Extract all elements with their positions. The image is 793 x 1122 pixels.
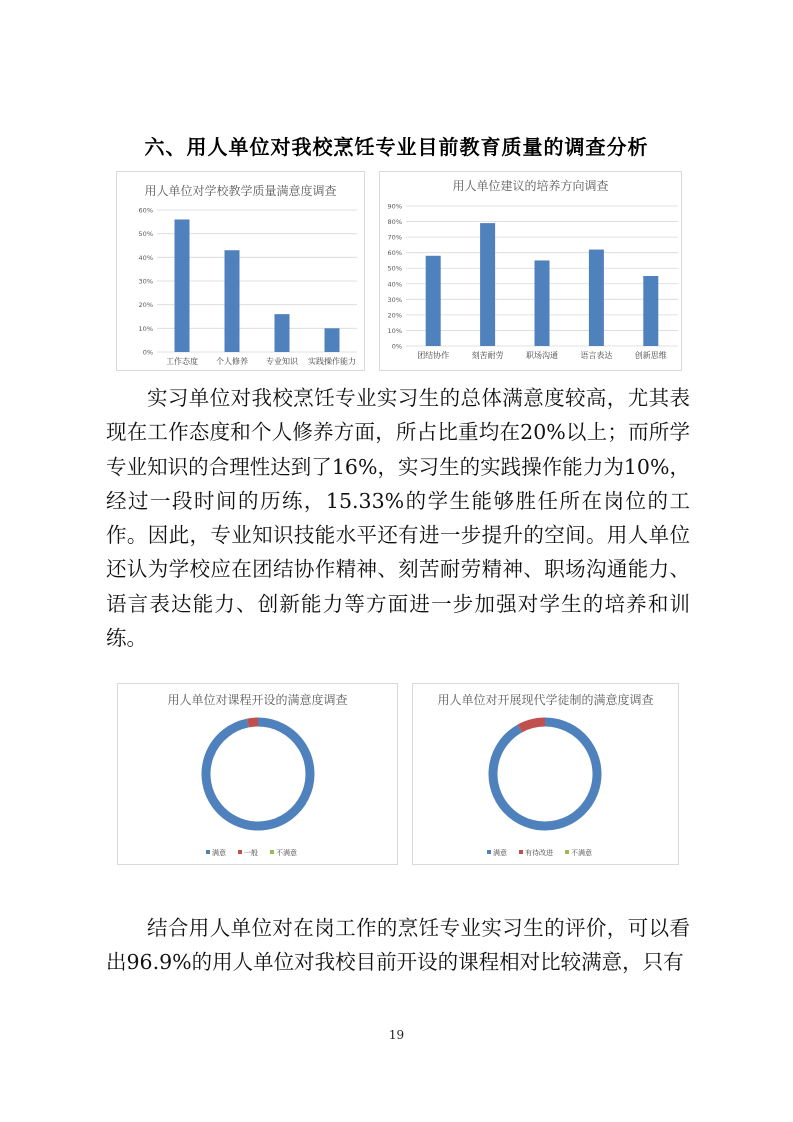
legend-label: 满意 [493, 849, 507, 857]
section-heading: 六、用人单位对我校烹饪专业目前教育质量的调查分析 [144, 135, 649, 159]
y-tick-label: 40% [138, 253, 153, 262]
y-tick-label: 60% [138, 206, 153, 215]
body-paragraph-2: 结合用人单位对在岗工作的烹饪专业实习生的评价，可以看出96.9%的用人单位对我校目前开设的课程相对比较满意，只有 [106, 916, 690, 975]
y-tick-label: 40% [387, 280, 402, 289]
y-tick-label: 50% [138, 230, 153, 239]
y-tick-label: 20% [138, 301, 153, 310]
legend-label: 不满意 [571, 849, 592, 857]
donut-slice-2 [248, 722, 258, 723]
donut-slice-2 [520, 722, 545, 728]
legend-label: 满意 [212, 849, 226, 857]
chart-title: 用人单位建议的培养方向调查 [452, 179, 609, 193]
y-tick-label: 10% [387, 326, 402, 335]
bar-2 [480, 223, 495, 346]
bar-1 [426, 256, 441, 346]
donut-chart-svg-1 [118, 684, 397, 864]
apprenticeship-satisfaction-donut-chart [412, 683, 679, 865]
x-category-label: 语言表达 [580, 351, 613, 360]
x-category-label: 专业知识 [266, 357, 298, 366]
y-tick-label: 70% [387, 233, 402, 242]
x-category-label: 实践操作能力 [308, 357, 356, 366]
bar-1 [175, 219, 190, 352]
body-paragraph-1: 实习单位对我校烹饪专业实习生的总体满意度较高，尤其表现在工作态度和个人修养方面，所占比重均在20%以上；而所学专业知识的合理性达到了16%，实习生的实践操作能力为10%，经过一段时间的历练，15.33%的学生能够胜任所在岗位的工作。因此，专业知识技能水平还有进一步提升的空间。用人单位还认为学校应在团结协作精神、刻苦耐劳精神、职场沟通能力、语言表达能力、创新能力等方面进一步加强对学生的培养和训练。 [106, 386, 690, 651]
y-tick-label: 80% [387, 218, 402, 227]
legend-swatch [519, 850, 523, 854]
x-category-label: 团结协作 [417, 351, 450, 360]
x-category-label: 个人修养 [216, 357, 248, 366]
y-tick-label: 90% [387, 202, 402, 211]
training-direction-bar-chart [379, 171, 682, 371]
bar-2 [225, 250, 240, 352]
legend-swatch [270, 850, 274, 854]
y-tick-label: 20% [387, 311, 402, 320]
bar-4 [325, 328, 340, 352]
y-tick-label: 30% [387, 295, 402, 304]
x-category-label: 职场沟通 [526, 351, 558, 360]
y-tick-label: 10% [138, 324, 153, 333]
y-tick-label: 60% [387, 249, 402, 258]
legend-label: 不满意 [276, 849, 297, 857]
x-category-label: 创新思维 [634, 351, 667, 360]
x-category-label: 工作态度 [166, 357, 198, 366]
x-category-label: 刻苦耐劳 [471, 351, 504, 360]
chart-title: 用人单位对开展现代学徒制的满意度调查 [437, 693, 654, 707]
page-number: 19 [388, 1028, 405, 1042]
course-satisfaction-donut-chart [117, 683, 398, 865]
bar-3 [535, 260, 550, 346]
teaching-quality-bar-chart [116, 171, 365, 371]
legend-swatch [238, 850, 242, 854]
legend-label: 有待改进 [525, 849, 553, 857]
bar-3 [275, 314, 290, 352]
chart-title: 用人单位对学校教学质量满意度调查 [144, 184, 337, 198]
legend-swatch [487, 850, 491, 854]
legend-swatch [206, 850, 210, 854]
legend-swatch [565, 850, 569, 854]
y-tick-label: 50% [387, 264, 402, 273]
legend-label: 一般 [244, 849, 258, 857]
y-tick-label: 0% [142, 348, 153, 357]
donut-slice-1 [206, 722, 310, 826]
chart-title: 用人单位对课程开设的满意度调查 [167, 693, 348, 707]
y-tick-label: 0% [391, 342, 402, 351]
bar-chart-svg-1 [117, 172, 364, 370]
bar-5 [643, 276, 658, 346]
y-tick-label: 30% [138, 277, 153, 286]
donut-slice-1 [493, 722, 597, 826]
bar-chart-svg-2 [380, 172, 681, 370]
donut-chart-svg-2 [413, 684, 678, 864]
bar-4 [589, 250, 604, 346]
